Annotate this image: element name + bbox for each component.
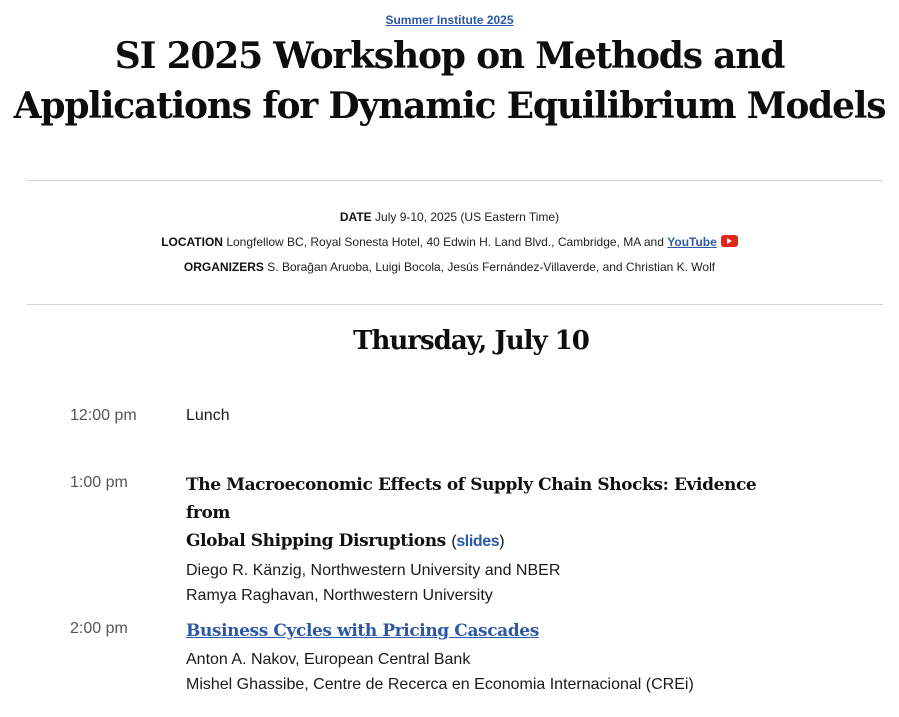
meta-location: [0, 235, 899, 249]
divider-top: [27, 180, 883, 181]
organizers-value: S. Borağan Aruoba, Luigi Bocola, Jesús Fernández-Villaverde, and Christian K. Wolf: [267, 260, 716, 274]
session-title-lunch: Lunch: [186, 407, 230, 424]
page-title-line-1: SI 2025 Workshop on Methods and: [114, 35, 785, 77]
location-value: Longfellow BC, Royal Sonesta Hotel, 40 Edwin H. Land Blvd., Cambridge, MA and: [226, 235, 664, 249]
page-title-line-2: Applications for Dynamic Equilibrium Models: [13, 85, 886, 127]
session-time-2: 1:00 pm: [70, 474, 128, 491]
meta-organizers: [0, 260, 899, 274]
session-time-3: 2:00 pm: [70, 620, 128, 637]
author-2: Ramya Raghavan, Northwestern University: [186, 587, 493, 604]
date-value: July 9-10, 2025 (US Eastern Time): [375, 210, 560, 224]
youtube-icon[interactable]: [721, 235, 738, 247]
paper-title-line-1: The Macroeconomic Effects of Supply Chain Shocks: Evidence from: [186, 475, 757, 523]
paper-title-line-2: Global Shipping Disruptions: [186, 531, 446, 551]
divider-bottom: [27, 304, 883, 305]
page-title: [0, 31, 899, 131]
paper-link-pricing-cascades[interactable]: Business Cycles with Pricing Cascades: [186, 621, 539, 641]
author-1: Diego R. Känzig, Northwestern University and NBER: [186, 562, 561, 579]
breadcrumb-link-summer-institute[interactable]: Summer Institute 2025: [385, 13, 514, 27]
date-label: DATE: [339, 210, 372, 224]
organizers-label: ORGANIZERS: [183, 260, 264, 274]
day-heading: Thursday, July 10: [353, 326, 589, 356]
paper-title-supply-chain: [186, 471, 786, 556]
author-3: Anton A. Nakov, European Central Bank: [186, 651, 471, 668]
meta-date: [0, 210, 899, 224]
session-time-1: 12:00 pm: [70, 407, 137, 424]
slides-wrapper: (slides): [451, 533, 505, 550]
youtube-link[interactable]: YouTube: [667, 235, 717, 249]
slides-link[interactable]: slides: [456, 533, 500, 550]
paper-title-pricing-cascades: [186, 617, 786, 645]
location-label: LOCATION: [161, 235, 223, 249]
breadcrumb: [0, 13, 899, 27]
session-3: [186, 617, 786, 697]
author-4: Mishel Ghassibe, Centre de Recerca en Economia Internacional (CREi): [186, 676, 694, 693]
session-2: [186, 471, 786, 608]
